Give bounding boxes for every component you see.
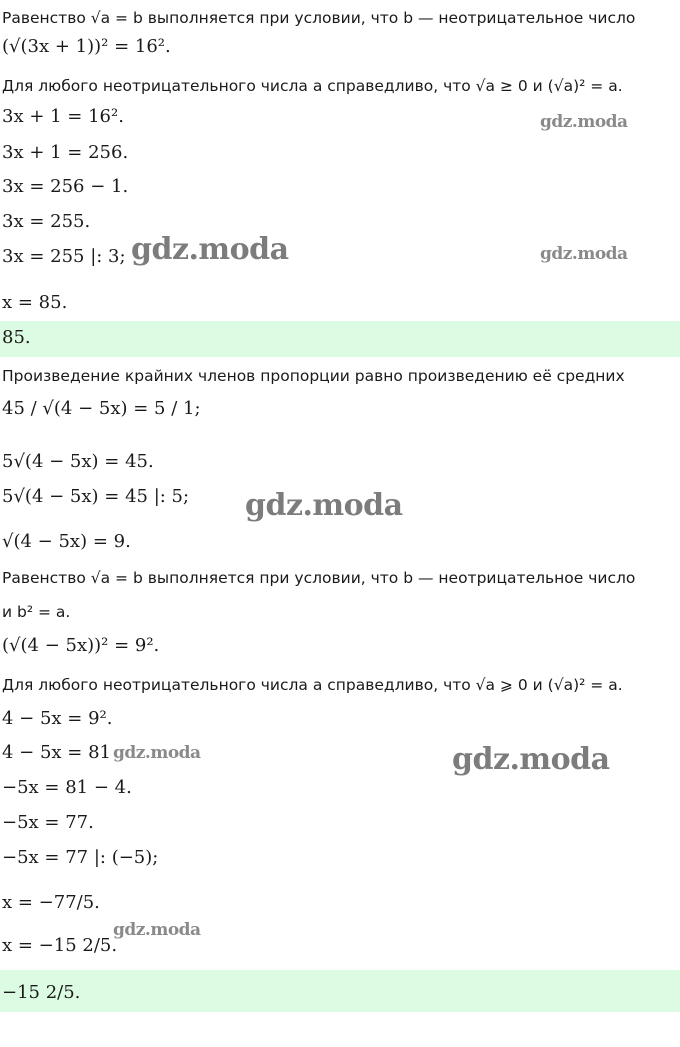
text-line-content: Равенство √a = b выполняется при условии, что b — неотрицательное число	[2, 9, 636, 27]
equation-line	[2, 36, 171, 57]
equation-content: 3x = 255.	[2, 211, 91, 232]
equation-content: √(4 − 5x) = 9.	[2, 531, 131, 552]
equation-content: (√(4 − 5x))² = 9².	[2, 635, 160, 656]
equation-content: −5x = 81 − 4.	[2, 777, 132, 798]
equation-content: −5x = 77 |: (−5);	[2, 847, 159, 868]
equation-line	[2, 451, 154, 472]
equation-line	[2, 398, 201, 419]
equation-line	[2, 176, 128, 197]
equation-content: 5√(4 − 5x) = 45 |: 5;	[2, 486, 190, 507]
text-line	[2, 675, 623, 694]
text-line-content: Произведение крайних членов пропорции равно произведению её средних	[2, 367, 625, 385]
equation-line	[2, 106, 124, 127]
answer-band	[0, 321, 680, 357]
equation-content: −5x = 77.	[2, 812, 94, 833]
answer-band	[0, 970, 680, 1012]
equation-content: 3x = 256 − 1.	[2, 176, 129, 197]
text-line	[2, 366, 625, 385]
text-line-content: Для любого неотрицательного числа a справедливо, что √a ⩾ 0 и (√a)² = a.	[2, 676, 623, 694]
equation-content: 3x + 1 = 256.	[2, 142, 129, 163]
equation-content: x = −77/5.	[2, 892, 100, 913]
answer-value	[2, 327, 31, 348]
watermark: gdz.moda	[540, 112, 628, 132]
text-line	[2, 76, 623, 95]
watermark: gdz.moda	[113, 920, 201, 940]
equation-content: x = 85.	[2, 292, 68, 313]
equation-content: 45 / √(4 − 5x) = 5 / 1;	[2, 398, 201, 419]
equation-line	[2, 531, 131, 552]
equation-content: x = −15 2/5.	[2, 935, 118, 956]
watermark: gdz.moda	[452, 742, 610, 777]
equation-line	[2, 246, 126, 267]
text-line-content: Равенство √a = b выполняется при условии, что b — неотрицательное число	[2, 569, 636, 587]
equation-content: 4 − 5x = 81	[2, 742, 112, 763]
answer-value	[2, 982, 80, 1003]
equation-line	[2, 847, 158, 868]
text-line	[2, 602, 70, 621]
equation-line	[2, 635, 159, 656]
equation-line	[2, 892, 100, 913]
equation-line	[2, 292, 67, 313]
answer-label: 85.	[2, 327, 31, 348]
watermark: gdz.moda	[113, 743, 201, 763]
text-line-content: и b² = a.	[2, 603, 71, 621]
equation-content: 5√(4 − 5x) = 45.	[2, 451, 154, 472]
equation-line	[2, 486, 189, 507]
equation-line	[2, 812, 94, 833]
equation-content: 3x = 255 |: 3;	[2, 246, 126, 267]
equation-line	[2, 211, 90, 232]
equation-line	[2, 777, 132, 798]
watermark: gdz.moda	[540, 244, 628, 264]
watermark: gdz.moda	[245, 488, 403, 523]
equation-line	[2, 708, 113, 729]
equation-line	[2, 142, 128, 163]
equation-line	[2, 935, 117, 956]
equation-line	[2, 742, 111, 763]
text-line-content: Для любого неотрицательного числа a справедливо, что √a ≥ 0 и (√a)² = a.	[2, 77, 623, 95]
equation-content: 4 − 5x = 9².	[2, 708, 113, 729]
equation-content: 3x + 1 = 16².	[2, 106, 124, 127]
answer-label: −15 2/5.	[2, 982, 81, 1003]
equation-content: (√(3x + 1))² = 16².	[2, 36, 171, 57]
text-line	[2, 8, 635, 27]
watermark: gdz.moda	[131, 232, 289, 267]
text-line	[2, 568, 635, 587]
